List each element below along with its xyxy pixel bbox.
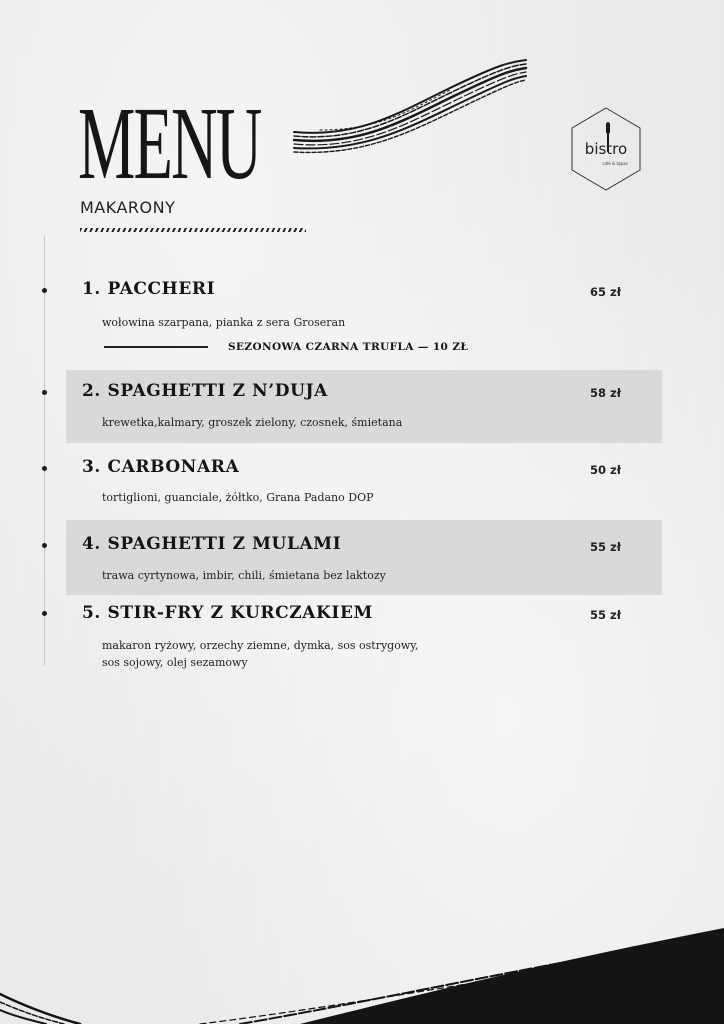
logo-wordmark: bistro bbox=[584, 140, 628, 158]
menu-item-description: trawa cyrtynowa, imbir, chili, śmietana bez laktozy bbox=[102, 569, 386, 582]
menu-item-price: 55 zł bbox=[590, 608, 621, 622]
menu-item-name: 2. SPAGHETTI Z N’DUJA bbox=[82, 381, 328, 401]
menu-item-description: wołowina szarpana, pianka z sera Groseran bbox=[102, 316, 346, 329]
brush-stroke-bottom-decoration bbox=[0, 924, 724, 1024]
menu-item-price: 58 zł bbox=[590, 386, 621, 400]
menu-item-description: tortiglioni, guanciale, żółtko, Grana Padano DOP bbox=[102, 491, 374, 504]
section-subtitle: MAKARONY bbox=[80, 198, 176, 217]
bullet-dot bbox=[42, 466, 47, 471]
menu-item-description: sos sojowy, olej sezamowy bbox=[102, 656, 248, 669]
vertical-rule bbox=[44, 236, 45, 666]
bistro-logo bbox=[570, 106, 642, 192]
decorative-dashed-divider bbox=[80, 228, 306, 232]
bullet-dot bbox=[42, 390, 47, 395]
menu-item-name: 5. STIR-FRY Z KURCZAKIEM bbox=[82, 603, 373, 623]
bullet-dot bbox=[42, 288, 47, 293]
brush-stroke-top-decoration bbox=[290, 52, 530, 162]
item-highlight-band bbox=[66, 520, 662, 595]
menu-item-description: krewetka,kalmary, groszek zielony, czosnek, śmietana bbox=[102, 416, 403, 429]
bullet-dot bbox=[42, 543, 47, 548]
extra-option-rule bbox=[104, 346, 208, 348]
menu-item-price: 65 zł bbox=[590, 285, 621, 299]
page-title: MENU bbox=[78, 86, 261, 201]
menu-item-description: makaron ryżowy, orzechy ziemne, dymka, sos ostrygowy, bbox=[102, 639, 419, 652]
menu-item-price: 55 zł bbox=[590, 540, 621, 554]
logo-tagline: cafe & tapas bbox=[602, 161, 628, 166]
menu-item-name: 1. PACCHERI bbox=[82, 279, 216, 299]
menu-item-name: 3. CARBONARA bbox=[82, 457, 240, 477]
menu-item-extra-option: SEZONOWA CZARNA TRUFLA — 10 ZŁ bbox=[228, 341, 469, 353]
bullet-dot bbox=[42, 611, 47, 616]
menu-item-price: 50 zł bbox=[590, 463, 621, 477]
menu-item-name: 4. SPAGHETTI Z MULAMI bbox=[82, 534, 342, 554]
